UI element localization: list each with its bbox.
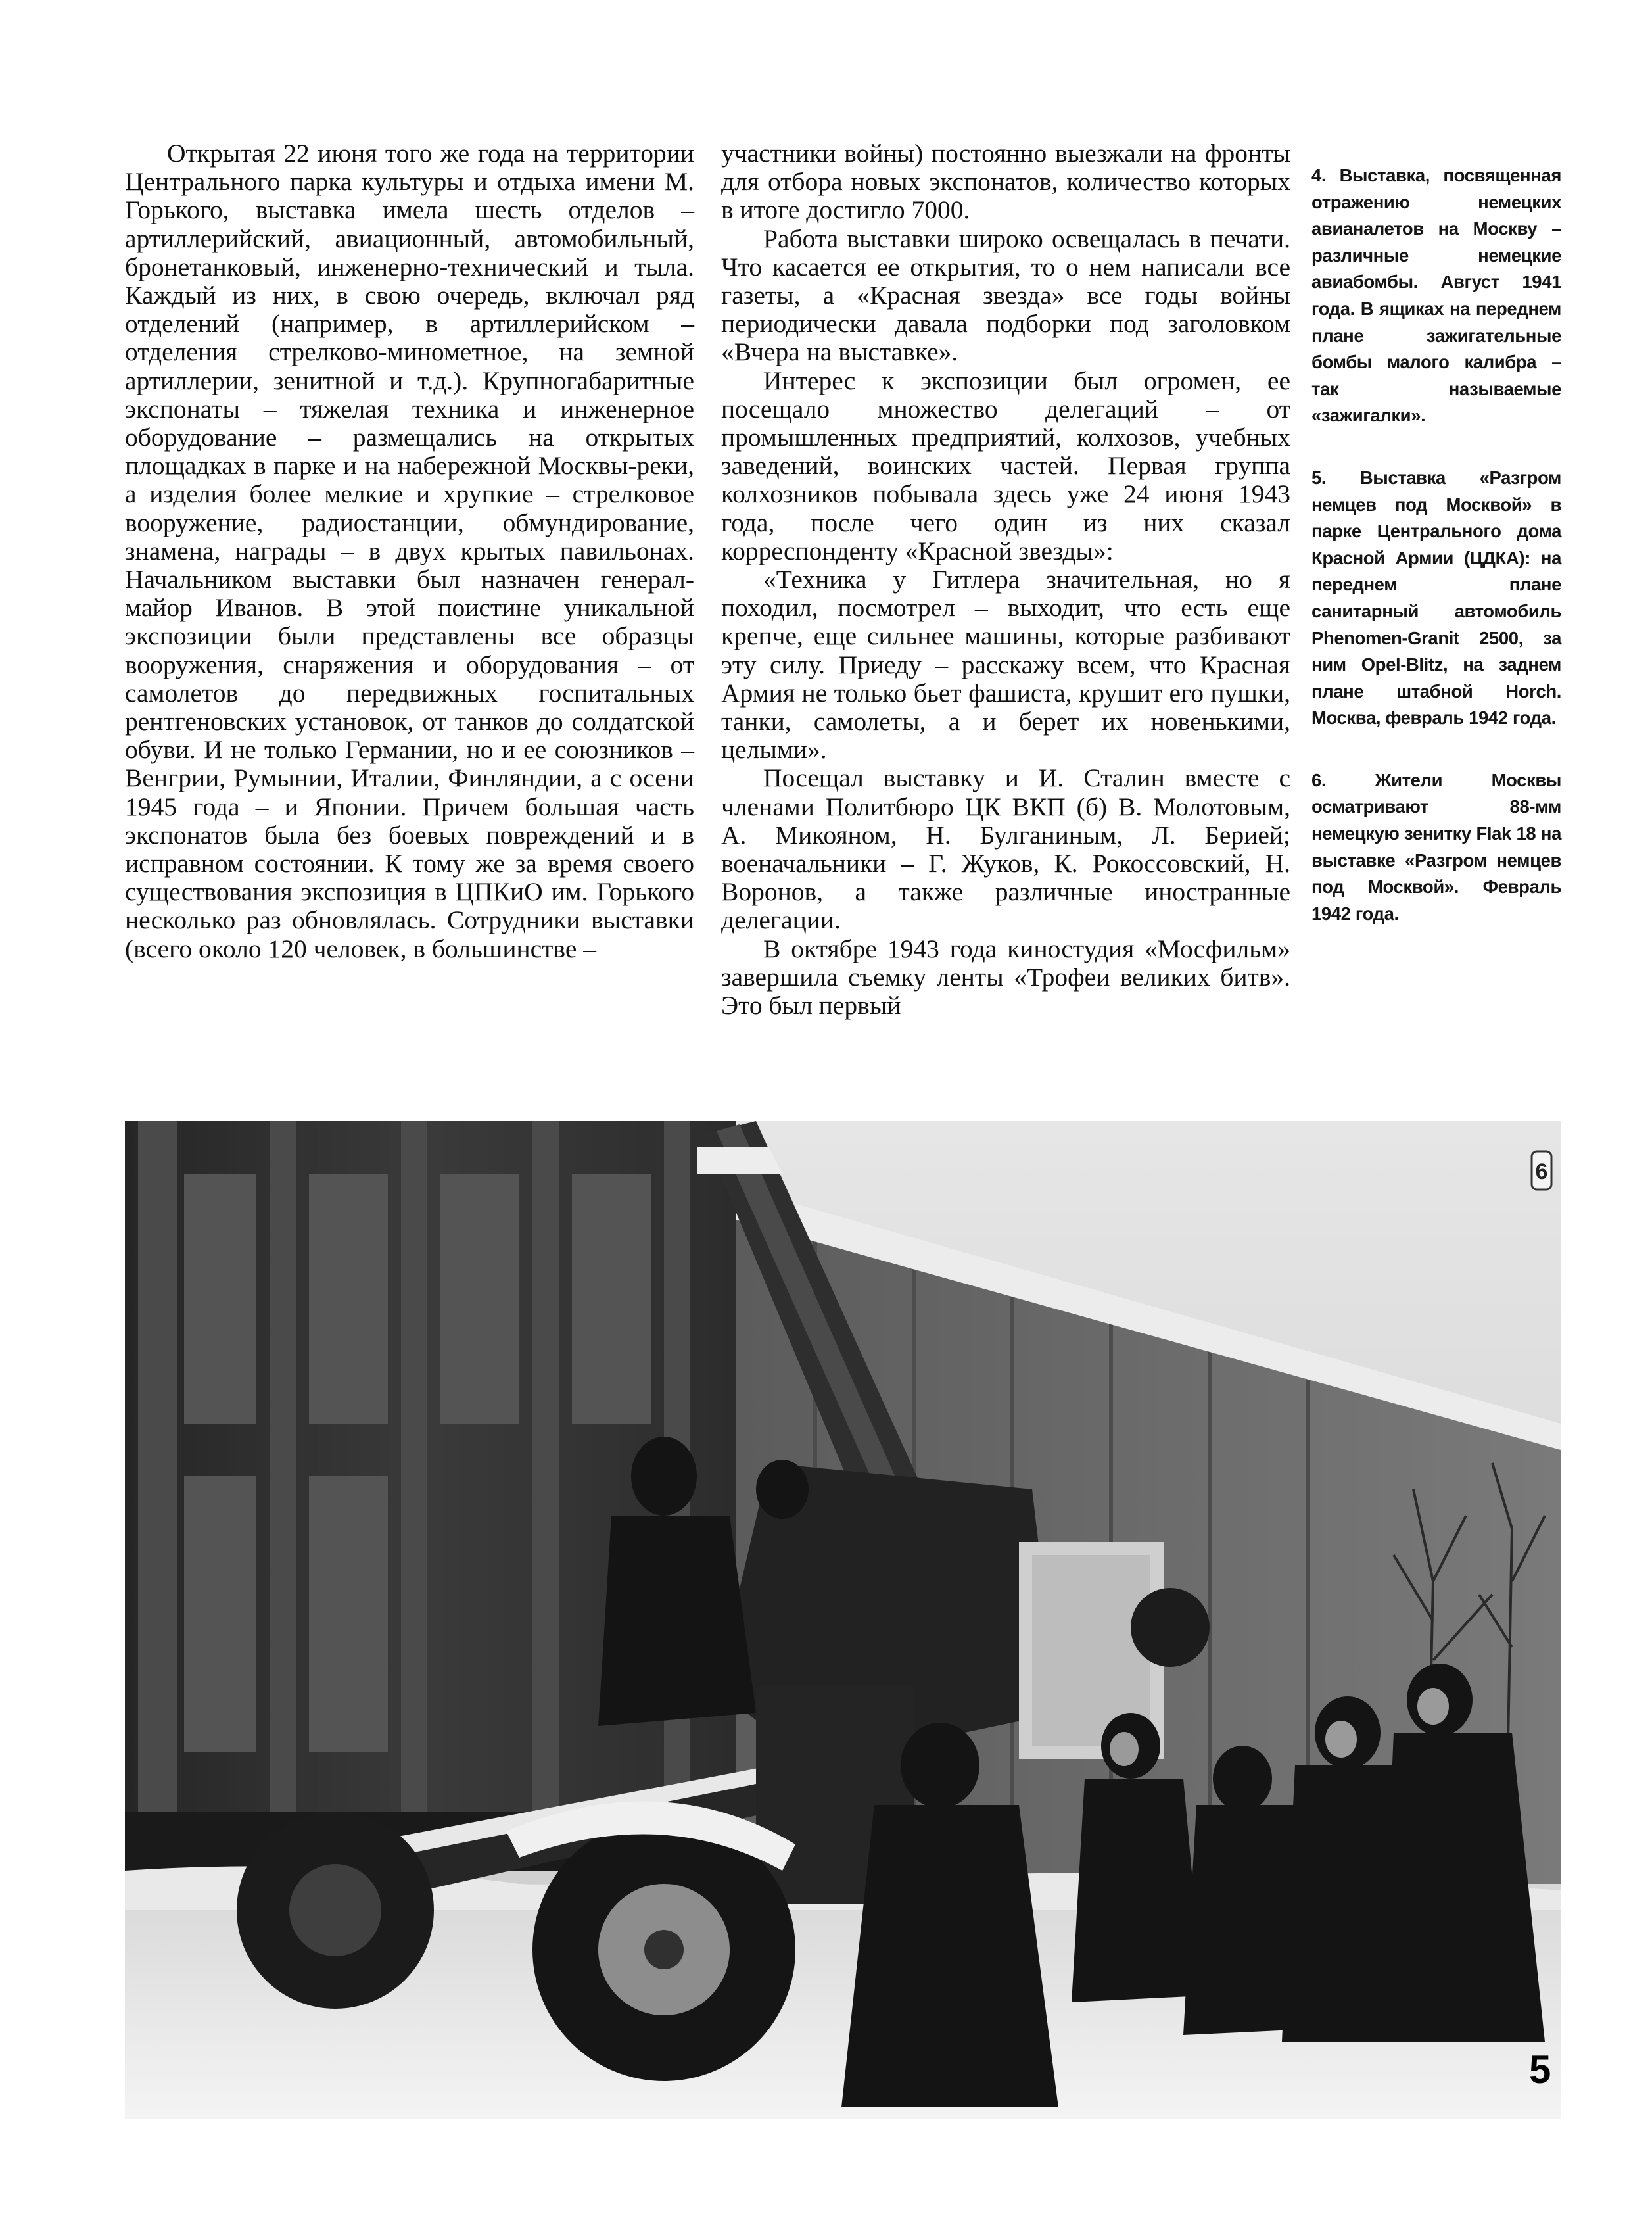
photo-number-badge <box>1532 1151 1551 1189</box>
paragraph: Работа выставки широко освещалась в печати. Что касается ее открытия, то о нем написали все газеты, а «Красная звезда» все годы войны периодически давала подборки под заголовком «Вчера на выставке». <box>721 224 1290 367</box>
article-column-2 <box>721 139 1290 1020</box>
paragraph: Интерес к экспозиции был огромен, ее посещало множество делегаций – от промышленных предприятий, колхозов, учебных заведений, воинских частей. Первая группа колхозников побывала здесь уже 24 июня 1943 года, после чего один из них сказал корреспонденту «Красной звезды»: <box>721 366 1290 565</box>
caption-5: 5. Выставка «Разгром немцев под Москвой» в парке Центрального дома Красной Армии (ЦДКА): на переднем плане санитарный автомобиль Phenomen-Granit 2500, за ним Opel-Blitz, на заднем плане штабной Horch. Москва, февраль 1942 года. <box>1311 467 1561 729</box>
paragraph: Открытая 22 июня того же года на территории Центрального парка культуры и отдыха имени М. Горького, выставка имела шесть отделов – артиллерийский, авиационный, автомобильный, бронетанковый, инженерно-технический и тыла. Каждый из них, в свою очередь, включал ряд отделений (например, в артиллерийском – отделения стрелково-минометное, на земной артиллерии, зенитной и т.д.). Крупногабаритные экспонаты – тяжелая техника и инженерное оборудование – размещались на открытых площадках в парке и на набережной Москвы-реки, а изделия более мелкие и хрупкие – стрелковое вооружение, радиостанции, обмундирование, знамена, награды – в двух крытых павильонах. Начальником выставки был назначен генерал-майор Иванов. В этой поистине уникальной экспозиции были представлены все образцы вооружения, снаряжения и оборудования – от самолетов до передвижных госпитальных рентгеновских установок, от танков до солдатской обуви. И не только Германии, но и ее союзников – Венгрии, Румынии, Италии, Финляндии, а с осени 1945 года – и Японии. Причем большая часть экспонатов была без боевых повреждений и в исправном состоянии. К тому же за время своего существования экспозиция в ЦПКиО им. Горького несколько раз обновлялась. Сотрудники выставки (всего около 120 человек, в большинстве – <box>125 139 694 963</box>
paragraph-continued: участники войны) постоянно выезжали на фронты для отбора новых экспонатов, количество которых в итоге достигло 7000. <box>721 139 1290 225</box>
page-number: 5 <box>1529 2048 1551 2092</box>
paragraph: В октябре 1943 года киностудия «Мосфильм» завершила съемку ленты «Трофеи великих битв». Это был первый <box>721 934 1290 1020</box>
paragraph: Посещал выставку и И. Сталин вместе с членами Политбюро ЦК ВКП (б) В. Молотовым, А. Микояном, Н. Булганиным, Л. Берией; военачальники – Г. Жуков, К. Рокоссовский, Н. Воронов, а также различные иностранные делегации. <box>721 763 1290 935</box>
quote-paragraph: «Техника у Гитлера значительная, но я походил, посмотрел – выходит, что есть еще крепче, еще сильнее машины, которые разбивают эту силу. Приеду – расскажу всем, что Красная Армия не только бьет фашиста, крушит его пушки, танки, самолеты, а и берет их новенькими, целыми». <box>721 565 1290 765</box>
photo-number: 6 <box>1535 1159 1548 1184</box>
photo-captions <box>1311 162 1561 963</box>
article-column-1 <box>125 139 694 963</box>
caption-6: 6. Жители Москвы осматривают 88-мм немецкую зенитку Flak 18 на выставке «Разгром немцев под Москвой». Февраль 1942 года. <box>1311 769 1561 924</box>
photo-flak18-exhibition <box>125 1121 1561 2119</box>
caption-4: 4. Выставка, посвященная отражению немецких авианалетов на Москву – различные немецкие авиабомбы. Август 1941 года. В ящиках на переднем плане зажигательные бомбы малого калибра – так называемые «зажигалки». <box>1311 165 1561 426</box>
